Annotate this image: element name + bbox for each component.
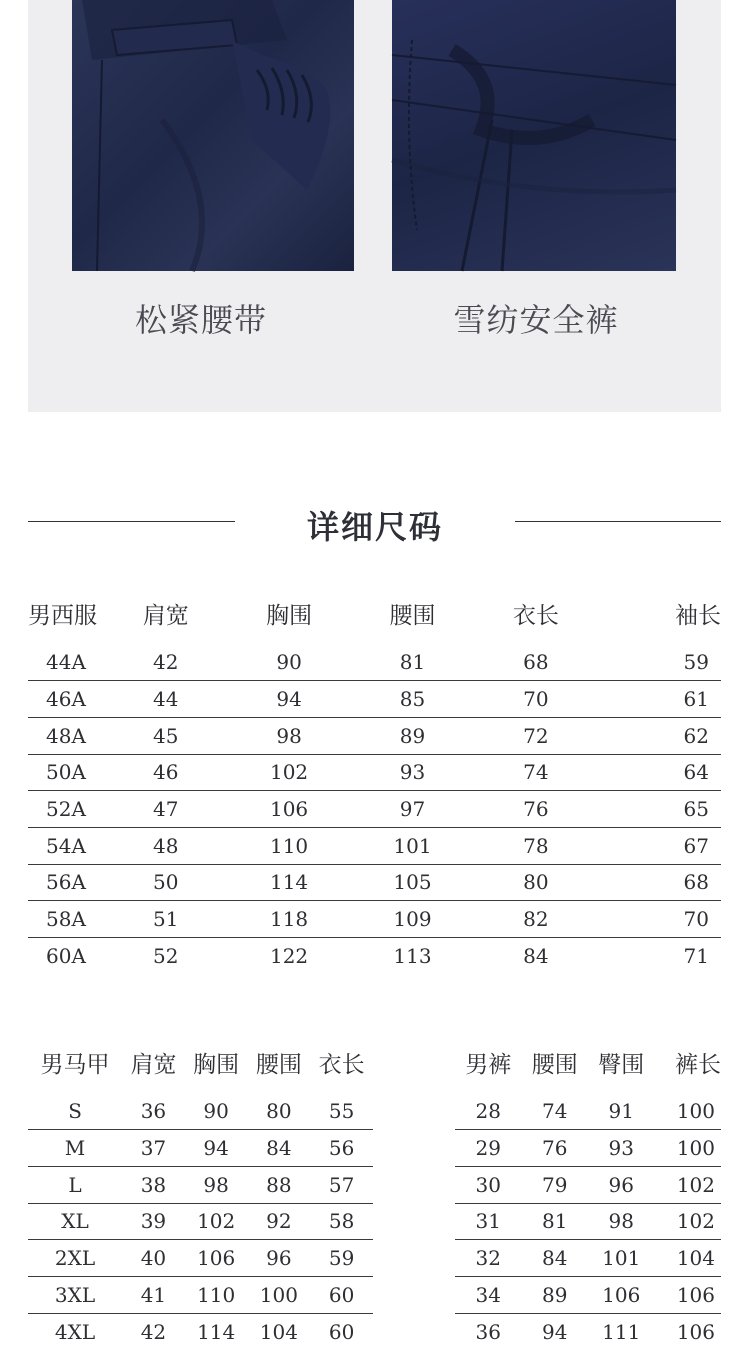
vest-cell: 55 bbox=[310, 1093, 373, 1130]
pants-cell: 94 bbox=[542, 1319, 568, 1344]
vest-cell: 60 bbox=[310, 1276, 373, 1313]
suit-cell: 106 bbox=[227, 791, 350, 828]
vest-header-chest: 胸围 bbox=[193, 1052, 240, 1078]
suit-cell: 42 bbox=[104, 644, 227, 681]
pants-table-row bbox=[455, 1313, 721, 1350]
pants-cell: 91 bbox=[588, 1093, 655, 1130]
suit-table-row bbox=[28, 901, 721, 938]
vest-table-row bbox=[28, 1203, 373, 1240]
vest-cell: 96 bbox=[248, 1240, 311, 1277]
suit-table-row bbox=[28, 827, 721, 864]
pants-cell: 79 bbox=[522, 1166, 589, 1203]
suit-cell: 89 bbox=[351, 717, 474, 754]
suit-cell: 118 bbox=[227, 901, 350, 938]
suit-table-row bbox=[28, 864, 721, 901]
suit-cell: 90 bbox=[227, 644, 350, 681]
suit-cell: 101 bbox=[351, 827, 474, 864]
vest-header-waist: 腰围 bbox=[255, 1052, 302, 1078]
vest-table-row bbox=[28, 1093, 373, 1130]
suit-cell: 109 bbox=[351, 901, 474, 938]
vest-cell: 104 bbox=[259, 1319, 298, 1344]
suit-cell: 50A bbox=[28, 754, 104, 791]
vest-cell: 59 bbox=[310, 1240, 373, 1277]
pants-cell: 104 bbox=[655, 1240, 722, 1277]
chiffon-safety-pants-photo bbox=[392, 0, 676, 271]
vest-table-row bbox=[28, 1313, 373, 1350]
suit-cell: 97 bbox=[351, 791, 474, 828]
suit-size-table bbox=[28, 597, 721, 974]
suit-header-length: 衣长 bbox=[512, 603, 559, 629]
suit-cell: 58A bbox=[28, 901, 104, 938]
pants-cell: 102 bbox=[655, 1203, 722, 1240]
pants-cell: 76 bbox=[522, 1130, 589, 1167]
pants-cell: 81 bbox=[522, 1203, 589, 1240]
pants-table-row bbox=[455, 1093, 721, 1130]
pants-cell: 89 bbox=[522, 1276, 589, 1313]
vest-cell: 84 bbox=[248, 1130, 311, 1167]
suit-cell: 52 bbox=[152, 944, 179, 969]
pants-cell: 111 bbox=[602, 1319, 641, 1344]
pants-cell: 106 bbox=[588, 1276, 655, 1313]
suit-cell: 70 bbox=[598, 901, 721, 938]
suit-cell: 54A bbox=[28, 827, 104, 864]
suit-cell: 72 bbox=[474, 717, 597, 754]
pants-cell: 93 bbox=[588, 1130, 655, 1167]
feature-caption-waistband: 松紧腰带 bbox=[134, 301, 267, 339]
suit-cell: 68 bbox=[598, 864, 721, 901]
pants-cell: 34 bbox=[455, 1276, 522, 1313]
vest-cell: 3XL bbox=[28, 1276, 122, 1313]
suit-cell: 59 bbox=[598, 644, 721, 681]
suit-cell: 68 bbox=[474, 644, 597, 681]
suit-cell: 122 bbox=[269, 944, 309, 969]
suit-cell: 76 bbox=[474, 791, 597, 828]
pants-cell: 101 bbox=[588, 1240, 655, 1277]
suit-table-row bbox=[28, 754, 721, 791]
vest-cell: 114 bbox=[197, 1319, 236, 1344]
vest-header-size: 男马甲 bbox=[40, 1052, 110, 1078]
section-divider-left bbox=[28, 521, 235, 522]
vest-cell: 94 bbox=[185, 1130, 248, 1167]
vest-cell: XL bbox=[28, 1203, 122, 1240]
feature-caption-safety-pants: 雪纺安全裤 bbox=[453, 301, 619, 339]
pants-cell: 31 bbox=[455, 1203, 522, 1240]
vest-cell: 2XL bbox=[28, 1240, 122, 1277]
pants-cell: 98 bbox=[588, 1203, 655, 1240]
vest-table-row bbox=[28, 1276, 373, 1313]
pants-table-row bbox=[455, 1276, 721, 1313]
vest-cell: 80 bbox=[248, 1093, 311, 1130]
suit-cell: 78 bbox=[474, 827, 597, 864]
vest-cell: 100 bbox=[248, 1276, 311, 1313]
suit-cell: 105 bbox=[351, 864, 474, 901]
suit-cell: 93 bbox=[351, 754, 474, 791]
vest-cell: 88 bbox=[248, 1166, 311, 1203]
vest-table-row bbox=[28, 1240, 373, 1277]
suit-cell: 114 bbox=[227, 864, 350, 901]
vest-cell: 90 bbox=[185, 1093, 248, 1130]
suit-cell: 67 bbox=[598, 827, 721, 864]
pants-cell: 74 bbox=[522, 1093, 589, 1130]
pants-cell: 106 bbox=[655, 1276, 722, 1313]
suit-cell: 48A bbox=[28, 717, 104, 754]
suit-cell: 82 bbox=[474, 901, 597, 938]
suit-cell: 48 bbox=[104, 827, 227, 864]
suit-cell: 45 bbox=[104, 717, 227, 754]
vest-cell: 106 bbox=[185, 1240, 248, 1277]
suit-cell: 113 bbox=[393, 944, 432, 969]
suit-cell: 47 bbox=[104, 791, 227, 828]
vest-cell: M bbox=[28, 1130, 122, 1167]
pants-cell: 30 bbox=[455, 1166, 522, 1203]
suit-table-row bbox=[28, 938, 721, 975]
vest-size-table bbox=[28, 1046, 373, 1350]
vest-cell: 41 bbox=[122, 1276, 185, 1313]
suit-cell: 46A bbox=[28, 681, 104, 718]
vest-cell: S bbox=[28, 1093, 122, 1130]
pants-cell: 102 bbox=[655, 1166, 722, 1203]
vest-header-shoulder: 肩宽 bbox=[130, 1052, 177, 1078]
suit-header-chest: 胸围 bbox=[266, 603, 313, 629]
suit-cell: 52A bbox=[28, 791, 104, 828]
suit-cell: 70 bbox=[474, 681, 597, 718]
suit-cell: 60A bbox=[46, 944, 86, 969]
suit-cell: 44 bbox=[104, 681, 227, 718]
section-divider-right bbox=[515, 521, 721, 522]
suit-cell: 85 bbox=[351, 681, 474, 718]
pants-header-waist: 腰围 bbox=[531, 1052, 578, 1078]
suit-table-header bbox=[28, 597, 721, 644]
suit-header-shoulder: 肩宽 bbox=[142, 603, 189, 629]
suit-cell: 65 bbox=[598, 791, 721, 828]
suit-header-size: 男西服 bbox=[28, 603, 97, 629]
vest-cell: L bbox=[28, 1166, 122, 1203]
suit-cell: 62 bbox=[598, 717, 721, 754]
suit-cell: 110 bbox=[227, 827, 350, 864]
suit-header-sleeve: 袖长 bbox=[675, 603, 721, 629]
pants-table-row bbox=[455, 1166, 721, 1203]
vest-cell: 58 bbox=[310, 1203, 373, 1240]
suit-table-row bbox=[28, 791, 721, 828]
vest-cell: 39 bbox=[122, 1203, 185, 1240]
vest-cell: 42 bbox=[140, 1319, 167, 1344]
suit-cell: 61 bbox=[598, 681, 721, 718]
suit-table-row bbox=[28, 681, 721, 718]
vest-table-row bbox=[28, 1130, 373, 1167]
vest-cell: 40 bbox=[122, 1240, 185, 1277]
pants-cell: 28 bbox=[455, 1093, 522, 1130]
vest-cell: 36 bbox=[122, 1093, 185, 1130]
vest-cell: 110 bbox=[185, 1276, 248, 1313]
suit-cell: 46 bbox=[104, 754, 227, 791]
vest-table-row bbox=[28, 1166, 373, 1203]
pants-cell: 29 bbox=[455, 1130, 522, 1167]
suit-cell: 98 bbox=[227, 717, 350, 754]
pants-cell: 100 bbox=[655, 1093, 722, 1130]
suit-cell: 80 bbox=[474, 864, 597, 901]
suit-cell: 50 bbox=[104, 864, 227, 901]
section-title: 详细尺码 bbox=[306, 508, 443, 546]
vest-cell: 57 bbox=[310, 1166, 373, 1203]
vest-header-length: 衣长 bbox=[318, 1052, 365, 1078]
vest-cell: 102 bbox=[185, 1203, 248, 1240]
vest-cell: 60 bbox=[328, 1319, 355, 1344]
pants-header-hip: 臀围 bbox=[598, 1052, 645, 1078]
suit-cell: 81 bbox=[351, 644, 474, 681]
suit-cell: 102 bbox=[227, 754, 350, 791]
vest-table-header bbox=[28, 1046, 373, 1093]
vest-cell: 37 bbox=[122, 1130, 185, 1167]
vest-cell: 4XL bbox=[54, 1319, 96, 1344]
suit-cell: 64 bbox=[598, 754, 721, 791]
vest-cell: 56 bbox=[310, 1130, 373, 1167]
pants-header-size: 男裤 bbox=[465, 1052, 512, 1078]
pants-cell: 36 bbox=[475, 1319, 501, 1344]
pants-cell: 96 bbox=[588, 1166, 655, 1203]
pants-table-row bbox=[455, 1203, 721, 1240]
pants-size-table bbox=[455, 1046, 721, 1350]
elastic-waistband-photo bbox=[72, 0, 354, 271]
suit-cell: 71 bbox=[683, 944, 709, 969]
suit-cell: 94 bbox=[227, 681, 350, 718]
pants-cell: 106 bbox=[676, 1319, 715, 1344]
pants-cell: 100 bbox=[655, 1130, 722, 1167]
suit-cell: 51 bbox=[104, 901, 227, 938]
pants-table-row bbox=[455, 1130, 721, 1167]
vest-cell: 92 bbox=[248, 1203, 311, 1240]
pants-table-row bbox=[455, 1240, 721, 1277]
vest-cell: 98 bbox=[185, 1166, 248, 1203]
vest-cell: 38 bbox=[122, 1166, 185, 1203]
suit-cell: 56A bbox=[28, 864, 104, 901]
suit-cell: 74 bbox=[474, 754, 597, 791]
suit-table-row bbox=[28, 644, 721, 681]
suit-cell: 44A bbox=[28, 644, 104, 681]
pants-header-length: 裤长 bbox=[675, 1052, 721, 1078]
suit-table-row bbox=[28, 717, 721, 754]
suit-cell: 84 bbox=[523, 944, 549, 969]
pants-cell: 32 bbox=[455, 1240, 522, 1277]
suit-header-waist: 腰围 bbox=[389, 603, 436, 629]
pants-table-header bbox=[455, 1046, 721, 1093]
pants-cell: 84 bbox=[522, 1240, 589, 1277]
